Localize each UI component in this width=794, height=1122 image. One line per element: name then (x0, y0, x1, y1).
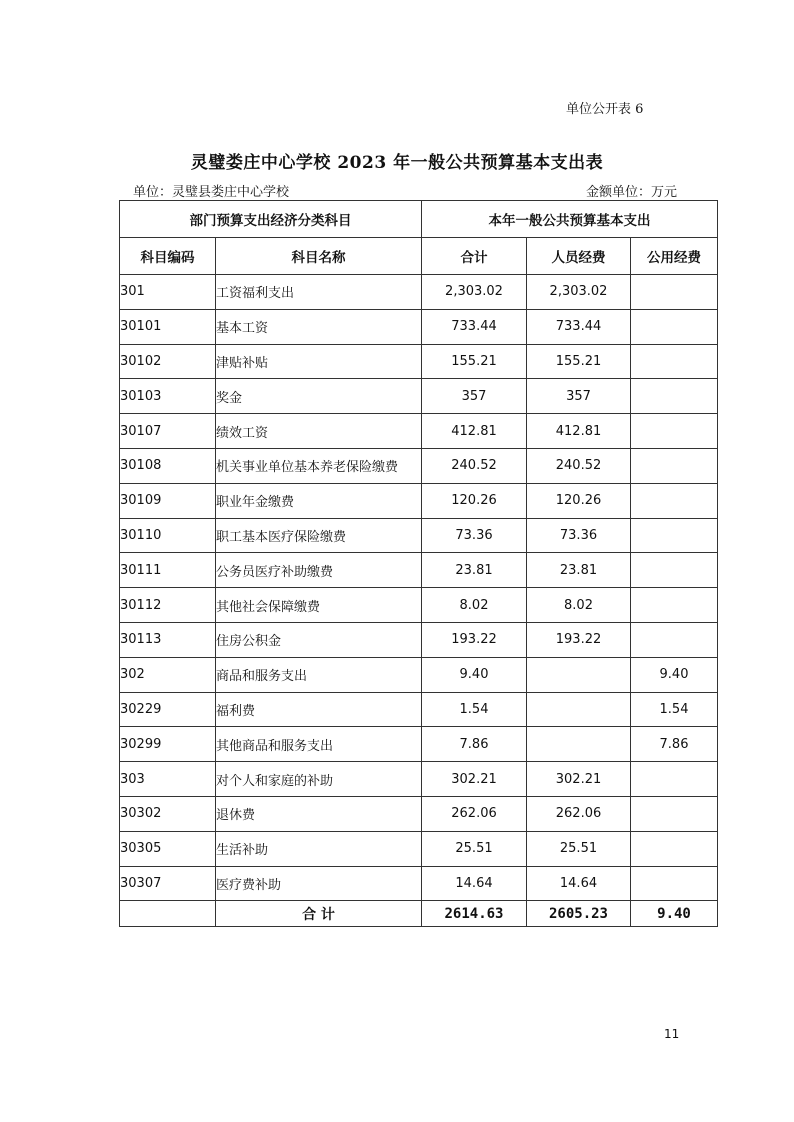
cell-name: 对个人和家庭的补助 (216, 762, 422, 797)
cell-name: 住房公积金 (216, 622, 422, 657)
cell-public: 9.40 (631, 657, 718, 692)
total-personnel: 2605.23 (527, 901, 631, 927)
table-row (120, 344, 718, 379)
cell-total: 23.81 (422, 553, 527, 588)
header-classification: 部门预算支出经济分类科目 (120, 201, 422, 238)
cell-personnel: 23.81 (527, 553, 631, 588)
cell-total: 733.44 (422, 309, 527, 344)
cell-code: 30108 (120, 448, 216, 483)
cell-personnel: 193.22 (527, 622, 631, 657)
cell-name: 公务员医疗补助缴费 (216, 553, 422, 588)
cell-personnel: 2,303.02 (527, 275, 631, 310)
cell-personnel: 8.02 (527, 588, 631, 623)
cell-name: 基本工资 (216, 309, 422, 344)
cell-total: 9.40 (422, 657, 527, 692)
cell-public (631, 588, 718, 623)
cell-code: 30101 (120, 309, 216, 344)
table-row (120, 727, 718, 762)
cell-total: 8.02 (422, 588, 527, 623)
table-row (120, 831, 718, 866)
cell-total: 193.22 (422, 622, 527, 657)
cell-public (631, 553, 718, 588)
cell-code: 30110 (120, 518, 216, 553)
document-title: 灵璧娄庄中心学校 2023 年一般公共预算基本支出表 (190, 153, 604, 173)
cell-personnel: 14.64 (527, 866, 631, 901)
header-total: 合计 (422, 238, 527, 275)
currency-unit: 金额单位：万元 (586, 185, 678, 200)
cell-total: 120.26 (422, 483, 527, 518)
header-group-row (120, 201, 718, 238)
cell-total: 2,303.02 (422, 275, 527, 310)
cell-code: 30102 (120, 344, 216, 379)
header-column-row (120, 238, 718, 275)
cell-code: 303 (120, 762, 216, 797)
cell-personnel: 357 (527, 379, 631, 414)
table-row (120, 553, 718, 588)
cell-code: 30112 (120, 588, 216, 623)
cell-personnel: 155.21 (527, 344, 631, 379)
cell-personnel (527, 657, 631, 692)
header-public: 公用经费 (631, 238, 718, 275)
cell-total: 155.21 (422, 344, 527, 379)
cell-public (631, 483, 718, 518)
cell-public (631, 309, 718, 344)
cell-name: 绩效工资 (216, 414, 422, 449)
page-number: 11 (664, 1027, 680, 1041)
cell-code: 30302 (120, 796, 216, 831)
cell-public (631, 344, 718, 379)
cell-name: 商品和服务支出 (216, 657, 422, 692)
cell-name: 职工基本医疗保险缴费 (216, 518, 422, 553)
cell-code: 30229 (120, 692, 216, 727)
cell-personnel: 733.44 (527, 309, 631, 344)
cell-public (631, 275, 718, 310)
total-amount: 2614.63 (422, 901, 527, 927)
table-row (120, 588, 718, 623)
cell-personnel (527, 692, 631, 727)
cell-public (631, 414, 718, 449)
cell-name: 其他社会保障缴费 (216, 588, 422, 623)
cell-personnel: 412.81 (527, 414, 631, 449)
table-row (120, 483, 718, 518)
cell-total: 73.36 (422, 518, 527, 553)
cell-code: 30307 (120, 866, 216, 901)
cell-public (631, 379, 718, 414)
cell-public (631, 518, 718, 553)
cell-public (631, 866, 718, 901)
cell-code: 30305 (120, 831, 216, 866)
table-row (120, 657, 718, 692)
cell-public (631, 448, 718, 483)
table-row (120, 762, 718, 797)
cell-code: 30299 (120, 727, 216, 762)
form-number: 单位公开表 6 (566, 102, 644, 117)
budget-table (119, 200, 718, 927)
cell-total: 357 (422, 379, 527, 414)
cell-name: 津贴补贴 (216, 344, 422, 379)
cell-public: 1.54 (631, 692, 718, 727)
total-public: 9.40 (631, 901, 718, 927)
cell-name: 职业年金缴费 (216, 483, 422, 518)
cell-name: 机关事业单位基本养老保险缴费 (216, 448, 422, 483)
cell-total: 14.64 (422, 866, 527, 901)
cell-name: 退休费 (216, 796, 422, 831)
cell-total: 412.81 (422, 414, 527, 449)
table-row (120, 796, 718, 831)
cell-code: 30103 (120, 379, 216, 414)
cell-name: 福利费 (216, 692, 422, 727)
total-label: 合 计 (216, 901, 422, 927)
table-row (120, 518, 718, 553)
cell-total: 7.86 (422, 727, 527, 762)
cell-personnel: 73.36 (527, 518, 631, 553)
cell-public (631, 831, 718, 866)
cell-personnel: 120.26 (527, 483, 631, 518)
table-row (120, 692, 718, 727)
cell-public: 7.86 (631, 727, 718, 762)
table-row (120, 448, 718, 483)
cell-name: 医疗费补助 (216, 866, 422, 901)
cell-personnel (527, 727, 631, 762)
table-row (120, 622, 718, 657)
cell-personnel: 240.52 (527, 448, 631, 483)
cell-public (631, 796, 718, 831)
header-personnel: 人员经费 (527, 238, 631, 275)
cell-personnel: 25.51 (527, 831, 631, 866)
cell-public (631, 622, 718, 657)
table-row (120, 379, 718, 414)
cell-total: 240.52 (422, 448, 527, 483)
table-row (120, 275, 718, 310)
total-row (120, 901, 718, 927)
cell-total: 302.21 (422, 762, 527, 797)
cell-personnel: 302.21 (527, 762, 631, 797)
table-row (120, 414, 718, 449)
table-body (120, 275, 718, 901)
cell-total: 1.54 (422, 692, 527, 727)
table-row (120, 309, 718, 344)
header-name: 科目名称 (216, 238, 422, 275)
cell-code: 30109 (120, 483, 216, 518)
cell-code: 30113 (120, 622, 216, 657)
cell-code: 30107 (120, 414, 216, 449)
cell-code: 301 (120, 275, 216, 310)
cell-name: 奖金 (216, 379, 422, 414)
header-basic-expenditure: 本年一般公共预算基本支出 (422, 201, 718, 238)
cell-public (631, 762, 718, 797)
cell-code: 30111 (120, 553, 216, 588)
cell-personnel: 262.06 (527, 796, 631, 831)
cell-total: 25.51 (422, 831, 527, 866)
cell-code: 302 (120, 657, 216, 692)
cell-name: 工资福利支出 (216, 275, 422, 310)
header-code: 科目编码 (120, 238, 216, 275)
cell-name: 生活补助 (216, 831, 422, 866)
cell-name: 其他商品和服务支出 (216, 727, 422, 762)
table-row (120, 866, 718, 901)
unit-name: 单位：灵璧县娄庄中心学校 (133, 185, 290, 200)
cell-total: 262.06 (422, 796, 527, 831)
